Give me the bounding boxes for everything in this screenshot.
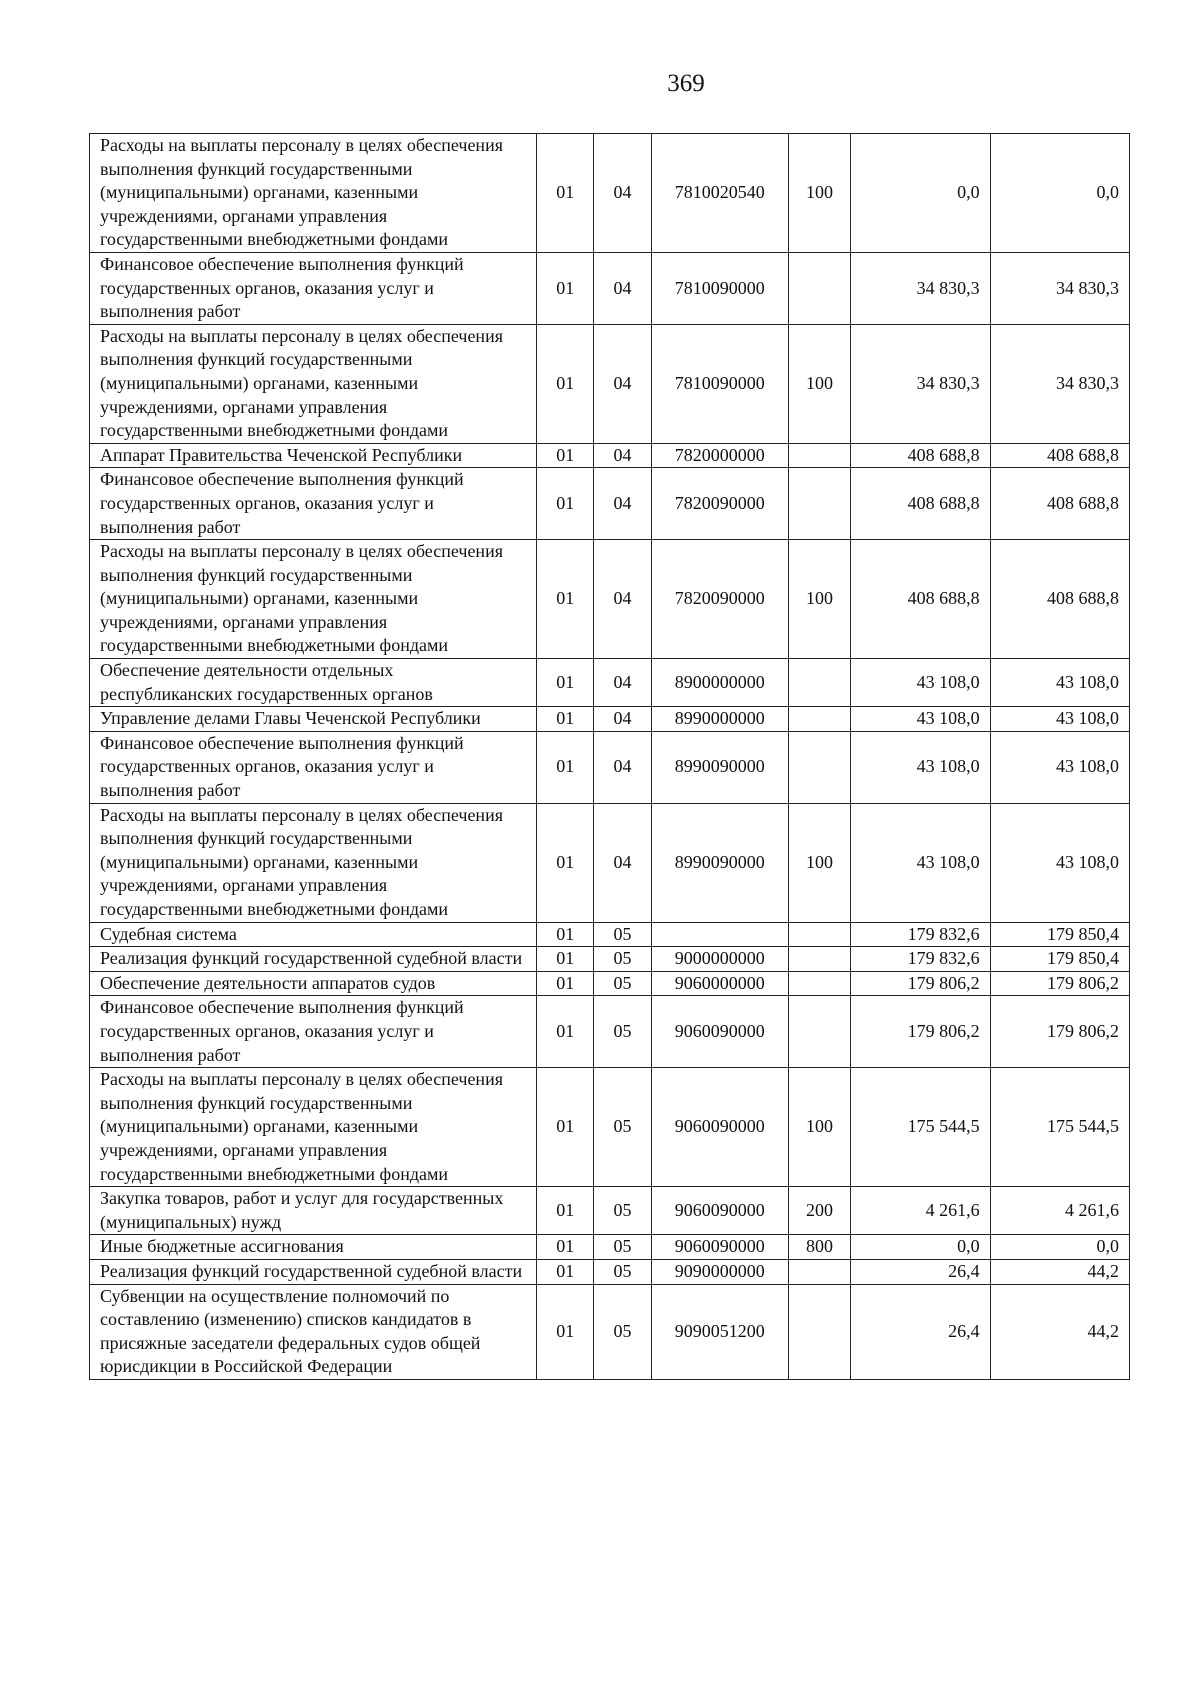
- table-row: [90, 468, 1130, 540]
- subsection-code-cell: 05: [594, 947, 651, 972]
- amount-year1-cell: 179 832,6: [851, 947, 990, 972]
- table-row: [90, 971, 1130, 996]
- expense-name-cell: Реализация функций государственной судебной власти: [90, 1259, 537, 1284]
- target-article-cell: 7820090000: [651, 540, 788, 659]
- amount-year1-cell: 408 688,8: [851, 443, 990, 468]
- table-row: [90, 922, 1130, 947]
- target-article-cell: 8990000000: [651, 707, 788, 732]
- table-row: [90, 947, 1130, 972]
- target-article-cell: 8990090000: [651, 803, 788, 922]
- subsection-code-cell: 04: [594, 324, 651, 443]
- section-code-cell: 01: [537, 922, 594, 947]
- amount-year1-cell: 179 806,2: [851, 996, 990, 1068]
- expense-type-cell: [788, 1259, 850, 1284]
- amount-year1-cell: 43 108,0: [851, 731, 990, 803]
- table-row: [90, 540, 1130, 659]
- target-article-cell: 7810090000: [651, 252, 788, 324]
- expense-name-cell: Финансовое обеспечение выполнения функций государственных органов, оказания услуг и выполнения работ: [90, 252, 537, 324]
- section-code-cell: 01: [537, 707, 594, 732]
- target-article-cell: 9000000000: [651, 947, 788, 972]
- amount-year1-cell: 43 108,0: [851, 659, 990, 707]
- amount-year1-cell: 408 688,8: [851, 468, 990, 540]
- subsection-code-cell: 05: [594, 922, 651, 947]
- subsection-code-cell: 05: [594, 1259, 651, 1284]
- page-number: 369: [667, 70, 705, 97]
- section-code-cell: 01: [537, 468, 594, 540]
- target-article-cell: 9060090000: [651, 1187, 788, 1235]
- amount-year1-cell: 408 688,8: [851, 540, 990, 659]
- table-row: [90, 1235, 1130, 1260]
- amount-year2-cell: 408 688,8: [990, 443, 1129, 468]
- table-row: [90, 1187, 1130, 1235]
- expense-type-cell: [788, 1284, 850, 1379]
- expense-name-cell: Финансовое обеспечение выполнения функций государственных органов, оказания услуг и выполнения работ: [90, 468, 537, 540]
- expense-name-cell: Аппарат Правительства Чеченской Республики: [90, 443, 537, 468]
- target-article-cell: 9060090000: [651, 1068, 788, 1187]
- target-article-cell: 9090051200: [651, 1284, 788, 1379]
- table-row: [90, 1068, 1130, 1187]
- table-row: [90, 996, 1130, 1068]
- expense-name-cell: Финансовое обеспечение выполнения функций государственных органов, оказания услуг и выполнения работ: [90, 996, 537, 1068]
- section-code-cell: 01: [537, 540, 594, 659]
- expense-name-cell: Иные бюджетные ассигнования: [90, 1235, 537, 1260]
- expense-name-cell: Расходы на выплаты персоналу в целях обеспечения выполнения функций государственными (муниципальными) органами, казенными учреждениями, органами управления государственными внебюджетными фондами: [90, 1068, 537, 1187]
- expense-type-cell: [788, 468, 850, 540]
- table-row: [90, 252, 1130, 324]
- subsection-code-cell: 05: [594, 971, 651, 996]
- table-row: [90, 134, 1130, 253]
- table-row: [90, 803, 1130, 922]
- section-code-cell: 01: [537, 252, 594, 324]
- table-row: [90, 324, 1130, 443]
- target-article-cell: 9060000000: [651, 971, 788, 996]
- target-article-cell: 9060090000: [651, 996, 788, 1068]
- table-row: [90, 659, 1130, 707]
- subsection-code-cell: 05: [594, 1284, 651, 1379]
- amount-year2-cell: 4 261,6: [990, 1187, 1129, 1235]
- target-article-cell: 7810090000: [651, 324, 788, 443]
- target-article-cell: [651, 922, 788, 947]
- expense-name-cell: Реализация функций государственной судебной власти: [90, 947, 537, 972]
- expense-name-cell: Расходы на выплаты персоналу в целях обеспечения выполнения функций государственными (муниципальными) органами, казенными учреждениями, органами управления государственными внебюджетными фондами: [90, 803, 537, 922]
- subsection-code-cell: 04: [594, 803, 651, 922]
- expense-name-cell: Управление делами Главы Чеченской Республики: [90, 707, 537, 732]
- expense-type-cell: [788, 659, 850, 707]
- section-code-cell: 01: [537, 971, 594, 996]
- subsection-code-cell: 05: [594, 996, 651, 1068]
- amount-year1-cell: 43 108,0: [851, 707, 990, 732]
- amount-year1-cell: 26,4: [851, 1284, 990, 1379]
- amount-year1-cell: 179 806,2: [851, 971, 990, 996]
- section-code-cell: 01: [537, 947, 594, 972]
- subsection-code-cell: 04: [594, 443, 651, 468]
- amount-year1-cell: 0,0: [851, 134, 990, 253]
- subsection-code-cell: 05: [594, 1235, 651, 1260]
- table-row: [90, 731, 1130, 803]
- amount-year1-cell: 175 544,5: [851, 1068, 990, 1187]
- subsection-code-cell: 04: [594, 707, 651, 732]
- amount-year1-cell: 179 832,6: [851, 922, 990, 947]
- amount-year1-cell: 0,0: [851, 1235, 990, 1260]
- expense-type-cell: [788, 707, 850, 732]
- subsection-code-cell: 05: [594, 1187, 651, 1235]
- expense-name-cell: Субвенции на осуществление полномочий по составлению (изменению) списков кандидатов в присяжные заседатели федеральных судов общей юрисдикции в Российской Федерации: [90, 1284, 537, 1379]
- target-article-cell: 7810020540: [651, 134, 788, 253]
- target-article-cell: 8990090000: [651, 731, 788, 803]
- expense-type-cell: [788, 731, 850, 803]
- amount-year2-cell: 43 108,0: [990, 659, 1129, 707]
- table-row: [90, 1259, 1130, 1284]
- expense-type-cell: 100: [788, 803, 850, 922]
- subsection-code-cell: 04: [594, 134, 651, 253]
- target-article-cell: 9060090000: [651, 1235, 788, 1260]
- amount-year2-cell: 179 806,2: [990, 996, 1129, 1068]
- budget-table-body: [90, 134, 1130, 1380]
- section-code-cell: 01: [537, 443, 594, 468]
- section-code-cell: 01: [537, 1235, 594, 1260]
- amount-year2-cell: 43 108,0: [990, 803, 1129, 922]
- amount-year1-cell: 26,4: [851, 1259, 990, 1284]
- expense-name-cell: Закупка товаров, работ и услуг для государственных (муниципальных) нужд: [90, 1187, 537, 1235]
- section-code-cell: 01: [537, 803, 594, 922]
- amount-year1-cell: 43 108,0: [851, 803, 990, 922]
- section-code-cell: 01: [537, 1284, 594, 1379]
- subsection-code-cell: 04: [594, 468, 651, 540]
- subsection-code-cell: 04: [594, 540, 651, 659]
- subsection-code-cell: 04: [594, 252, 651, 324]
- amount-year2-cell: 34 830,3: [990, 252, 1129, 324]
- amount-year2-cell: 43 108,0: [990, 707, 1129, 732]
- target-article-cell: 8900000000: [651, 659, 788, 707]
- subsection-code-cell: 04: [594, 659, 651, 707]
- amount-year1-cell: 4 261,6: [851, 1187, 990, 1235]
- table-row: [90, 1284, 1130, 1379]
- expense-type-cell: [788, 922, 850, 947]
- amount-year2-cell: 34 830,3: [990, 324, 1129, 443]
- expense-name-cell: Судебная система: [90, 922, 537, 947]
- amount-year2-cell: 408 688,8: [990, 540, 1129, 659]
- amount-year1-cell: 34 830,3: [851, 324, 990, 443]
- expense-type-cell: 100: [788, 540, 850, 659]
- amount-year2-cell: 179 850,4: [990, 947, 1129, 972]
- amount-year2-cell: 44,2: [990, 1284, 1129, 1379]
- expense-name-cell: Расходы на выплаты персоналу в целях обеспечения выполнения функций государственными (муниципальными) органами, казенными учреждениями, органами управления государственными внебюджетными фондами: [90, 134, 537, 253]
- expense-type-cell: 100: [788, 324, 850, 443]
- expense-type-cell: [788, 947, 850, 972]
- budget-table: [89, 133, 1130, 1380]
- amount-year2-cell: 0,0: [990, 134, 1129, 253]
- subsection-code-cell: 04: [594, 731, 651, 803]
- amount-year2-cell: 44,2: [990, 1259, 1129, 1284]
- expense-type-cell: [788, 996, 850, 1068]
- section-code-cell: 01: [537, 1187, 594, 1235]
- section-code-cell: 01: [537, 324, 594, 443]
- expense-name-cell: Расходы на выплаты персоналу в целях обеспечения выполнения функций государственными (муниципальными) органами, казенными учреждениями, органами управления государственными внебюджетными фондами: [90, 540, 537, 659]
- expense-type-cell: 100: [788, 134, 850, 253]
- target-article-cell: 7820090000: [651, 468, 788, 540]
- target-article-cell: 9090000000: [651, 1259, 788, 1284]
- amount-year2-cell: 179 806,2: [990, 971, 1129, 996]
- table-row: [90, 707, 1130, 732]
- expense-type-cell: 100: [788, 1068, 850, 1187]
- section-code-cell: 01: [537, 659, 594, 707]
- amount-year2-cell: 43 108,0: [990, 731, 1129, 803]
- amount-year1-cell: 34 830,3: [851, 252, 990, 324]
- expense-type-cell: [788, 443, 850, 468]
- expense-name-cell: Финансовое обеспечение выполнения функций государственных органов, оказания услуг и выполнения работ: [90, 731, 537, 803]
- expense-type-cell: [788, 971, 850, 996]
- expense-type-cell: 200: [788, 1187, 850, 1235]
- section-code-cell: 01: [537, 134, 594, 253]
- expense-name-cell: Обеспечение деятельности отдельных республиканских государственных органов: [90, 659, 537, 707]
- subsection-code-cell: 05: [594, 1068, 651, 1187]
- table-row: [90, 443, 1130, 468]
- expense-name-cell: Расходы на выплаты персоналу в целях обеспечения выполнения функций государственными (муниципальными) органами, казенными учреждениями, органами управления государственными внебюджетными фондами: [90, 324, 537, 443]
- amount-year2-cell: 175 544,5: [990, 1068, 1129, 1187]
- expense-name-cell: Обеспечение деятельности аппаратов судов: [90, 971, 537, 996]
- section-code-cell: 01: [537, 731, 594, 803]
- amount-year2-cell: 179 850,4: [990, 922, 1129, 947]
- expense-type-cell: 800: [788, 1235, 850, 1260]
- amount-year2-cell: 408 688,8: [990, 468, 1129, 540]
- amount-year2-cell: 0,0: [990, 1235, 1129, 1260]
- expense-type-cell: [788, 252, 850, 324]
- section-code-cell: 01: [537, 996, 594, 1068]
- section-code-cell: 01: [537, 1259, 594, 1284]
- target-article-cell: 7820000000: [651, 443, 788, 468]
- section-code-cell: 01: [537, 1068, 594, 1187]
